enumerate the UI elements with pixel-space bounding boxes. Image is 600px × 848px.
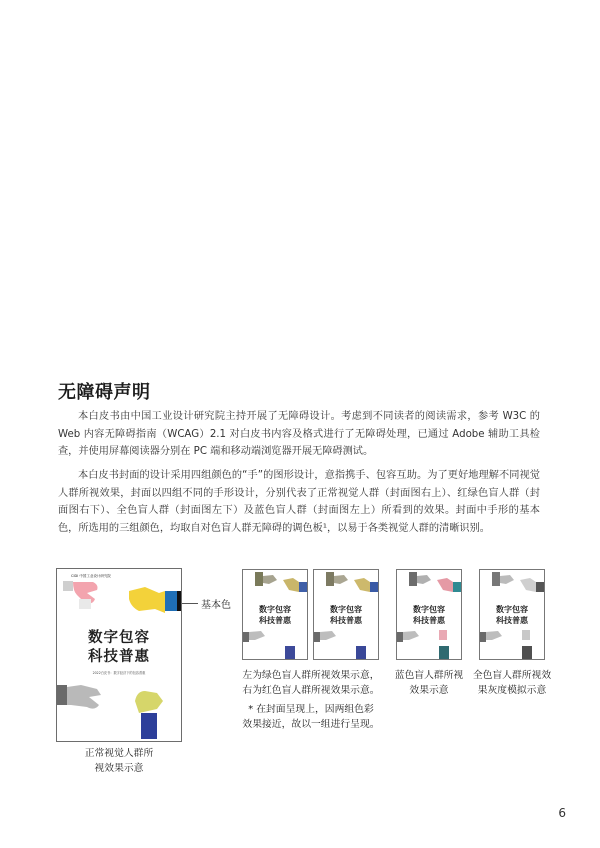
caption-blue	[388, 668, 470, 698]
caption-note-line1: * 在封面呈现上，因两组色彩	[248, 704, 374, 715]
cover-blue-blind	[396, 569, 462, 660]
caption-note-line2: 效果接近，故以一组进行呈现。	[242, 719, 380, 730]
mini-title-line1: 数字包容	[330, 605, 362, 614]
cover-red-blind	[313, 569, 379, 660]
mini-title-line2: 科技普惠	[259, 616, 291, 625]
caption-total	[468, 668, 556, 698]
mini-title-line2: 科技普惠	[413, 616, 445, 625]
paragraph-accessibility: 本白皮书由中国工业设计研究院主持开展了无障碍设计。考虑到不同读者的阅读需求，参考 W3C 的 Web 内容无障碍指南（WCAG）2.1 对白皮书内容及格式进行了无障碍处理，已通过 Adobe 辅助工具检查，并使用屏幕阅读器分别在 PC 端和移动端浏览器开展无障碍测试。	[58, 411, 540, 457]
caption-blue-line1: 蓝色盲人群所视	[394, 670, 464, 681]
mini-title-line1: 数字包容	[259, 605, 291, 614]
caption-blue-line2: 效果示意	[409, 685, 449, 696]
caption-normal	[62, 746, 176, 776]
mini-title-line1: 数字包容	[413, 605, 445, 614]
caption-normal-line2: 视效果示意	[94, 763, 144, 774]
caption-total-line2: 果灰度模拟示意	[477, 685, 547, 696]
cover-title-line1: 数字包容	[88, 630, 150, 646]
mini-title-line1: 数字包容	[496, 605, 528, 614]
cover-title-line2: 科技普惠	[88, 649, 150, 665]
base-color-connector	[182, 603, 198, 604]
paragraph-cover-design: 本白皮书封面的设计采用四组颜色的“手”的图形设计，意指携手、包容互助。为了更好地理解不同视觉人群所视效果，封面以四组不同的手形设计，分别代表了正常视觉人群（封面图右上）、红绿色盲人群（封面图右下）、全色盲人群（封面图左下）及蓝色盲人群（封面图左上）所看到的效果。封面中手形的基本色，所选用的三组颜色，均取自对色盲人群无障碍的调色板¹，以易于各类视觉人群的清晰识别。	[58, 470, 540, 534]
caption-green-red	[236, 668, 386, 698]
section-heading: 无障碍声明	[58, 382, 151, 403]
cover-total-blind	[479, 569, 545, 660]
cover-subtitle: 2022白皮书：数字经济下的包容普惠	[92, 671, 146, 675]
caption-total-line1: 全色盲人群所视效	[472, 670, 552, 681]
caption-note	[236, 702, 386, 732]
cover-normal-vision	[56, 568, 182, 742]
cover-green-blind	[242, 569, 308, 660]
caption-green-red-line1: 左为绿色盲人群所视效果示意，	[242, 670, 380, 681]
cover-logo: CIDI 中国工业设计研究院	[71, 574, 111, 578]
page-number: 6	[558, 806, 566, 820]
mini-title-line2: 科技普惠	[330, 616, 362, 625]
caption-normal-line1: 正常视觉人群所	[84, 748, 154, 759]
caption-green-red-line2: 右为红色盲人群所视效果示意。	[242, 685, 380, 696]
base-color-label: 基本色	[201, 600, 231, 611]
mini-title-line2: 科技普惠	[496, 616, 528, 625]
